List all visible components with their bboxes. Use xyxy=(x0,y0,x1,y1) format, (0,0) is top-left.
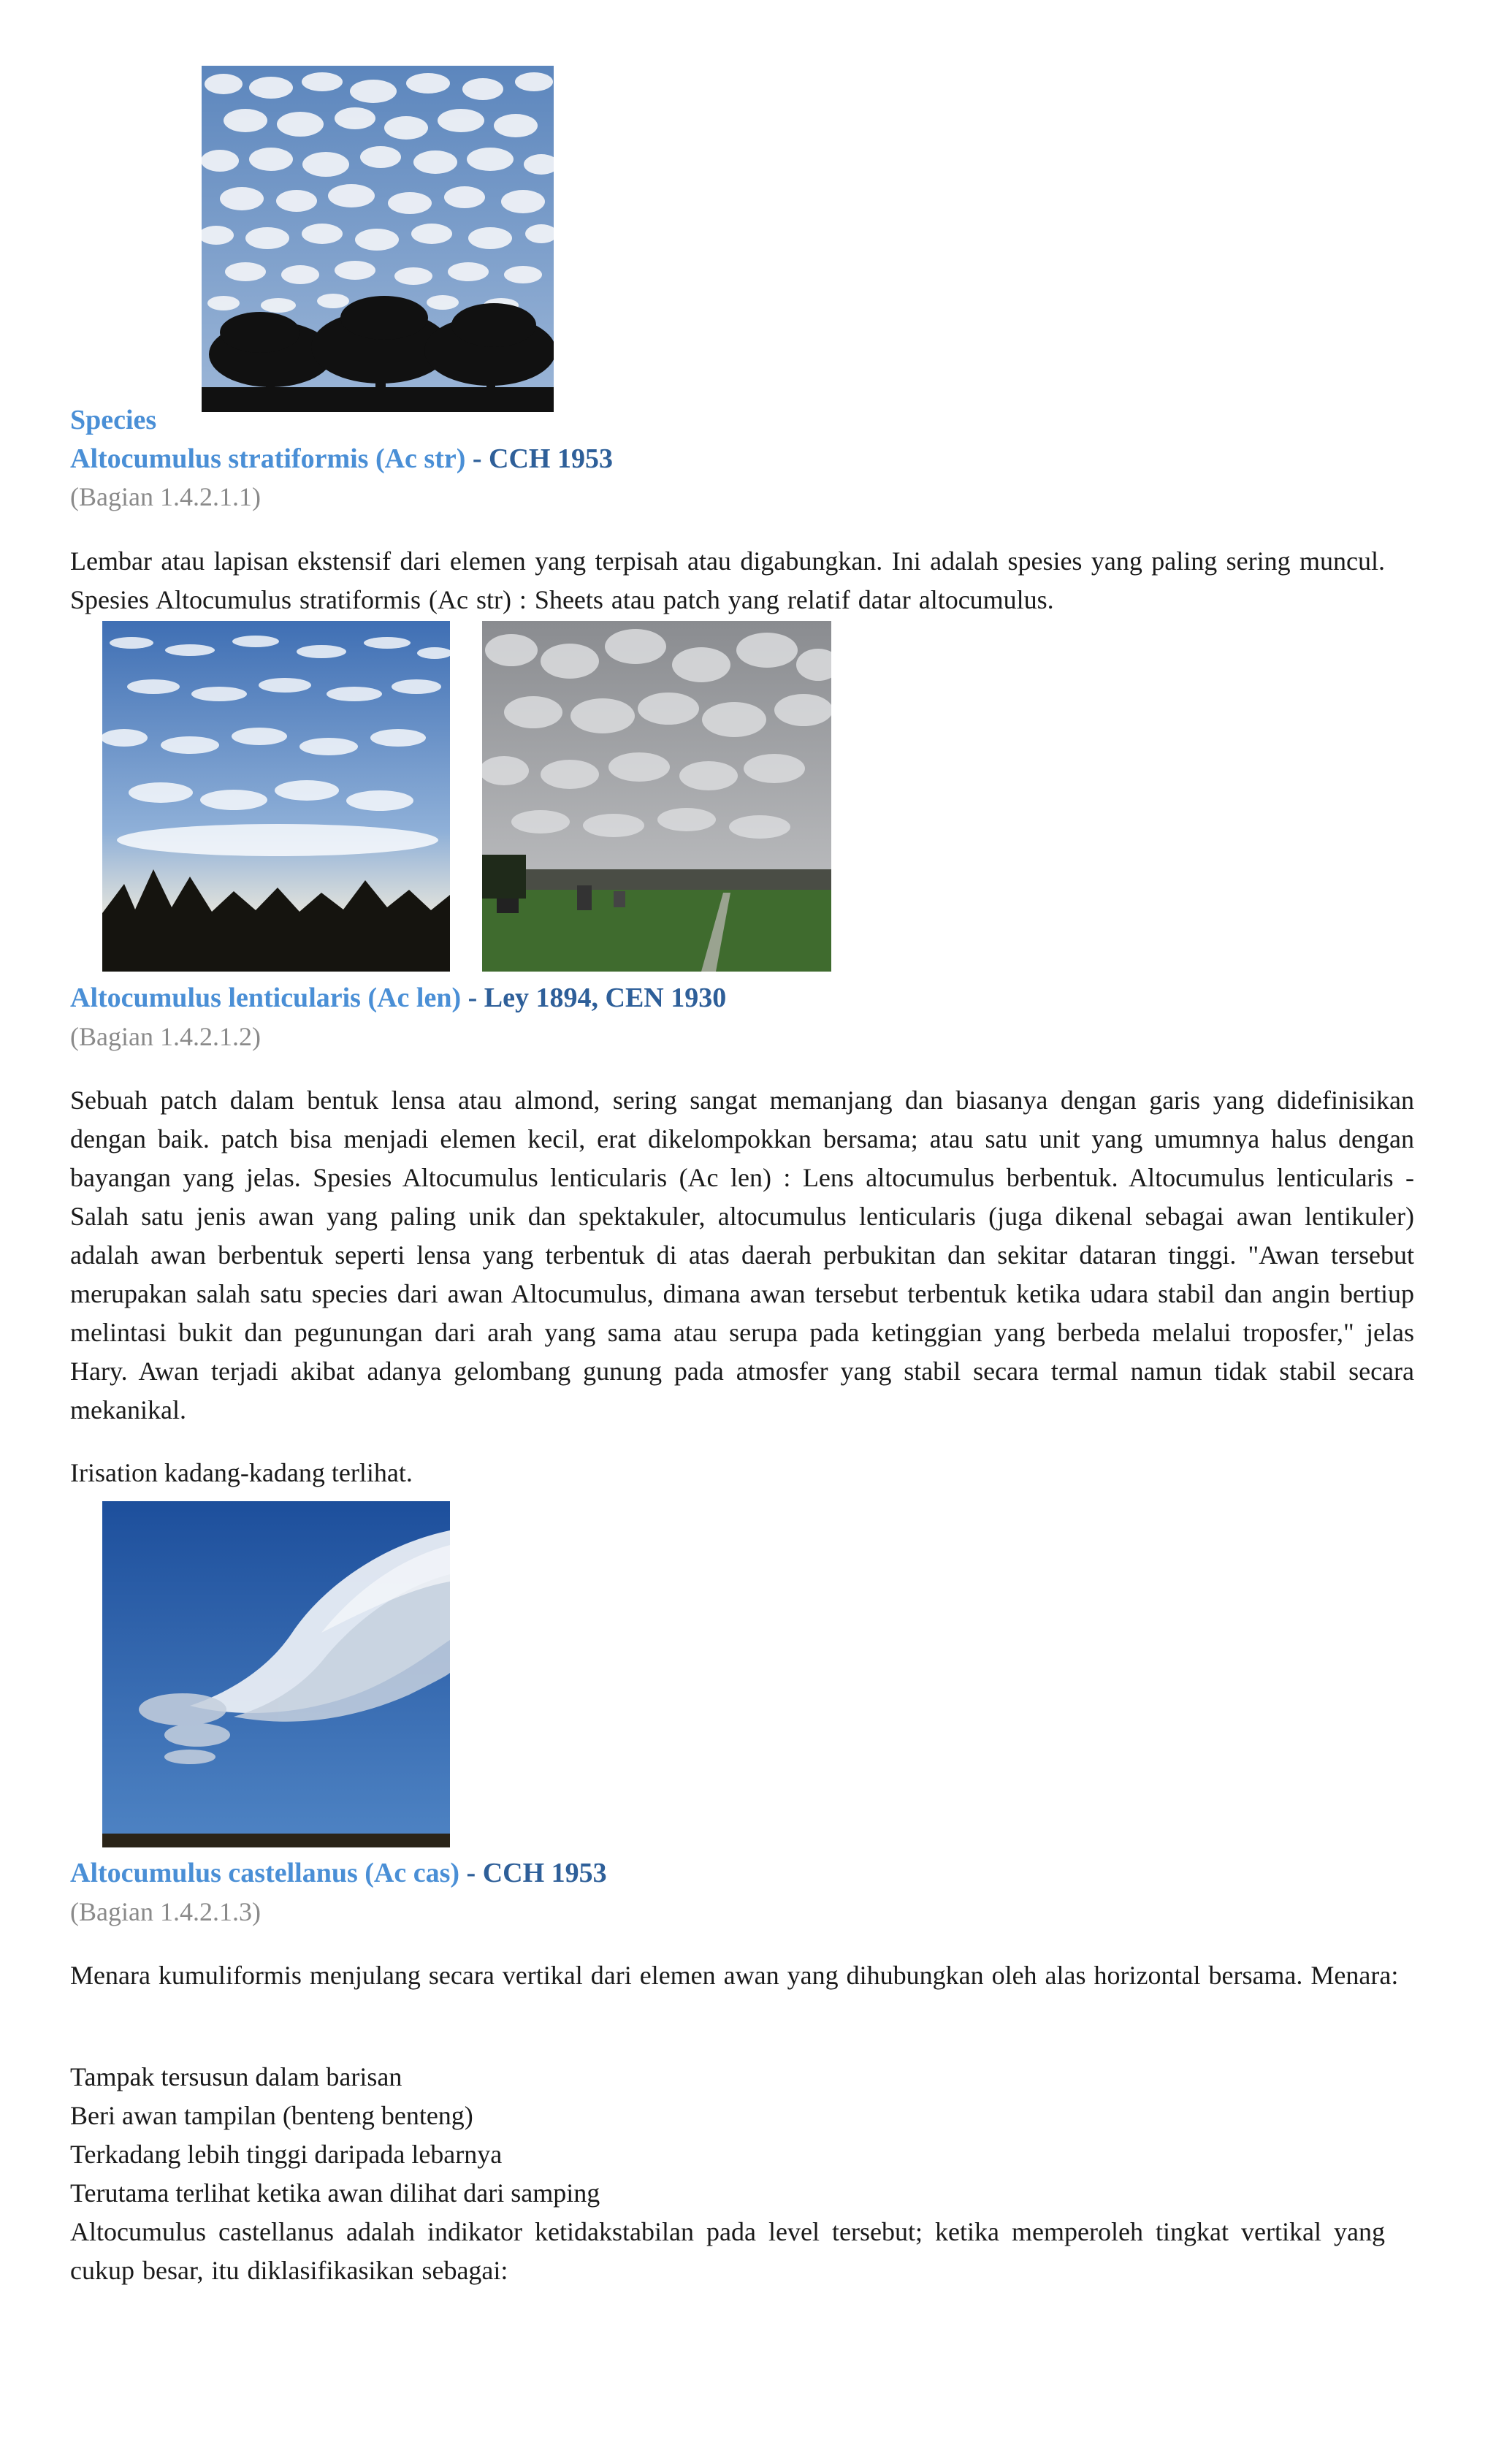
list-item: Terutama terlihat ketika awan dilihat dari samping xyxy=(70,2178,600,2208)
section-3-title-suffix: - CCH 1953 xyxy=(459,1858,607,1888)
photo-stratiformis-field xyxy=(482,621,831,972)
section-3-title-link[interactable]: Altocumulus castellanus (Ac cas) xyxy=(70,1858,460,1888)
photo-stratiformis-sunset xyxy=(102,621,450,972)
section-2-paragraph: Sebuah patch dalam bentuk lensa atau almond, sering sangat memanjang dan biasanya dengan garis yang didefinisikan dengan baik. patch bisa menjadi elemen kecil, erat dikelompokkan bersama; atau satu unit yang umumnya halus dengan bayangan yang jelas. Spesies Altocumulus lenticularis (Ac len) : Lens altocumulus berbentuk. Altocumulus lenticularis - Salah satu jenis awan yang paling unik dan spektakuler, altocumulus lenticularis (juga dikenal sebagai awan lentikuler) adalah awan berbentuk seperti lensa yang terbentuk di atas daerah perbukitan dan sekitar dataran tinggi. "Awan tersebut merupakan salah satu species dari awan Altocumulus, dimana awan tersebut terbentuk ketika udara stabil dan angin bertiup melintasi bukit dan pegunungan dari arah yang sama atau serupa pada ketinggian yang berbeda melalui troposfer," jelas Hary. Awan terjadi akibat adanya gelombang gunung pada atmosfer yang stabil secara termal namun tidak stabil secara mekanikal. xyxy=(70,1086,1414,1424)
photo-lenticularis xyxy=(102,1501,450,1847)
section-1-reference: (Bagian 1.4.2.1.1) xyxy=(70,482,261,511)
section-2-reference: (Bagian 1.4.2.1.2) xyxy=(70,1022,261,1051)
section-1-title xyxy=(70,440,613,477)
section-2-title xyxy=(70,980,726,1016)
section-1-title-link[interactable]: Altocumulus stratiformis (Ac str) xyxy=(70,443,466,474)
section-2-note: Irisation kadang-kadang terlihat. xyxy=(70,1458,413,1487)
sky-field-image xyxy=(482,621,831,972)
section-3-closing: Altocumulus castellanus adalah indikator ketidakstabilan pada level tersebut; ketika memperoleh tingkat vertikal yang cukup besar, itu diklasifikasikan sebagai: xyxy=(70,2217,1385,2285)
section-2-title-link[interactable]: Altocumulus lenticularis (Ac len) xyxy=(70,983,462,1013)
list-item: Tampak tersusun dalam barisan xyxy=(70,2062,402,2091)
list-item: Terkadang lebih tinggi daripada lebarnya xyxy=(70,2140,503,2169)
photo-altocumulus-trees xyxy=(202,66,554,412)
section-1-paragraph: Lembar atau lapisan ekstensif dari elemen yang terpisah atau digabungkan. Ini adalah spesies yang paling sering muncul. Spesies Altocumulus stratiformis (Ac str) : Sheets atau patch yang relatif datar altocumulus. xyxy=(70,546,1385,614)
section-2-title-suffix: - Ley 1894, CEN 1930 xyxy=(461,983,727,1013)
species-label[interactable]: Species xyxy=(70,405,157,435)
list-item: Beri awan tampilan (benteng benteng) xyxy=(70,2101,473,2130)
sky-tree-image xyxy=(202,66,554,412)
section-3-reference: (Bagian 1.4.2.1.3) xyxy=(70,1897,261,1926)
section-3-list xyxy=(70,2058,600,2213)
sky-sunset-image xyxy=(102,621,450,972)
section-1-title-suffix: - CCH 1953 xyxy=(465,443,613,474)
section-3-paragraph: Menara kumuliformis menjulang secara vertikal dari elemen awan yang dihubungkan oleh alas horizontal bersama. Menara: xyxy=(70,1961,1399,1990)
section-3-title xyxy=(70,1855,607,1891)
lenticular-cloud-image xyxy=(102,1501,450,1847)
